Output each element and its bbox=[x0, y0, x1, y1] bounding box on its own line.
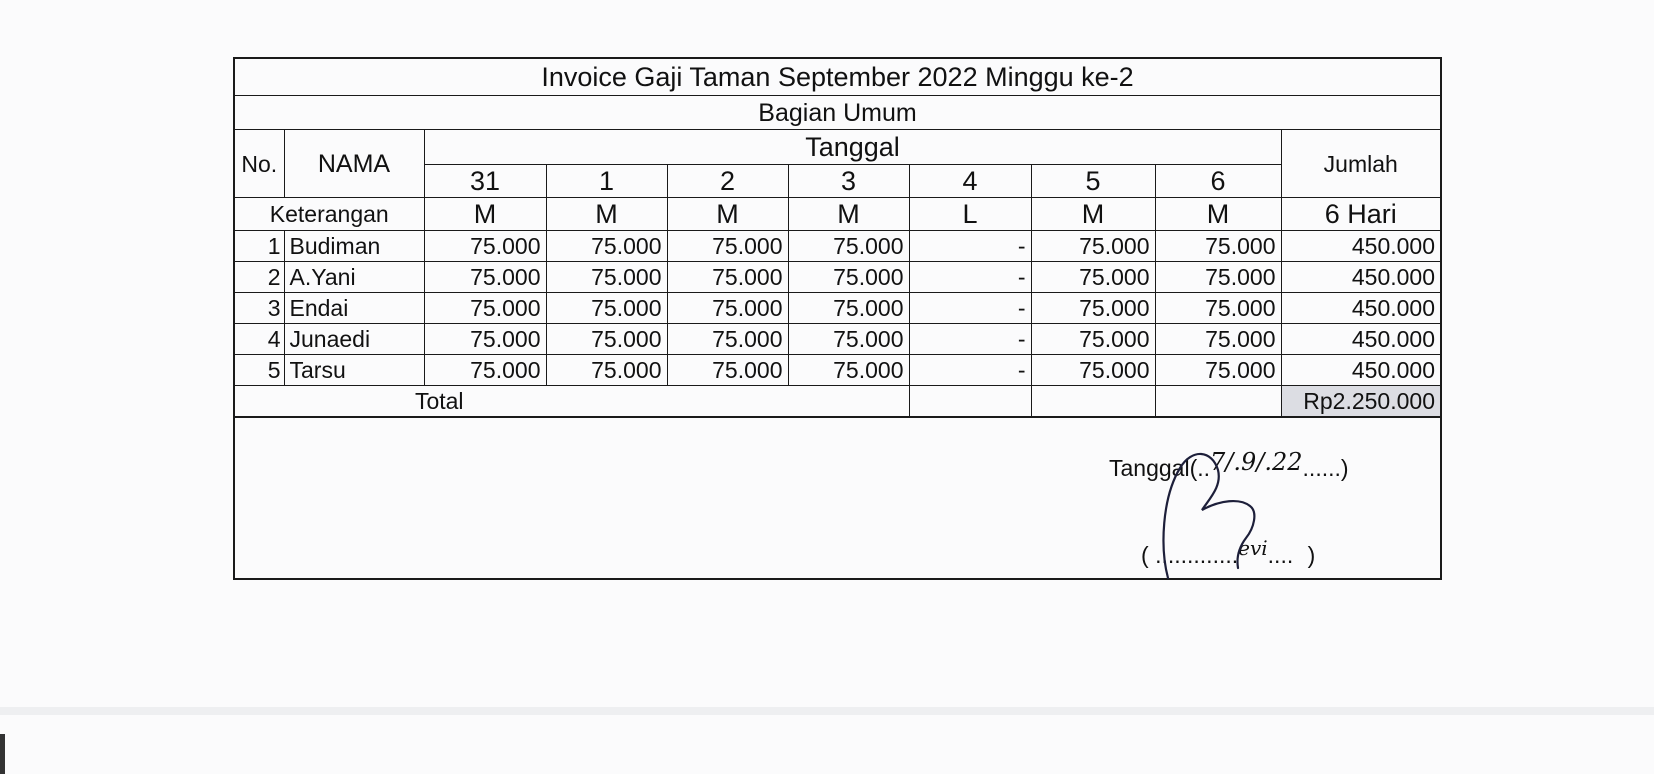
empty-cell bbox=[1155, 386, 1281, 417]
scan-streak bbox=[0, 707, 1654, 715]
amount-cell: 75.000 bbox=[1031, 355, 1155, 386]
signer-close: ) bbox=[1307, 542, 1316, 568]
date-cell: 5 bbox=[1031, 165, 1155, 198]
row-number: 2 bbox=[235, 262, 284, 293]
amount-cell: 75.000 bbox=[1155, 324, 1281, 355]
invoice-sheet bbox=[233, 57, 1442, 580]
signature-area bbox=[235, 417, 1440, 578]
row-jumlah: 450.000 bbox=[1281, 231, 1440, 262]
keterangan-label: Keterangan bbox=[235, 198, 424, 231]
amount-cell: 75.000 bbox=[667, 355, 788, 386]
header-nama: NAMA bbox=[284, 130, 424, 198]
keterangan-code: M bbox=[788, 198, 909, 231]
row-number: 5 bbox=[235, 355, 284, 386]
date-cell: 2 bbox=[667, 165, 788, 198]
amount-cell: 75.000 bbox=[424, 293, 546, 324]
keterangan-code: M bbox=[424, 198, 546, 231]
row-jumlah: 450.000 bbox=[1281, 262, 1440, 293]
date-cell: 1 bbox=[546, 165, 667, 198]
amount-cell: 75.000 bbox=[667, 293, 788, 324]
row-number: 3 bbox=[235, 293, 284, 324]
handwritten-date: 7/.9/.22 bbox=[1210, 448, 1303, 476]
amount-cell: 75.000 bbox=[788, 324, 909, 355]
total-label bbox=[235, 386, 909, 417]
date-cell: 3 bbox=[788, 165, 909, 198]
employee-name: Junaedi bbox=[284, 324, 424, 355]
amount-cell: 75.000 bbox=[1155, 262, 1281, 293]
amount-cell: 75.000 bbox=[788, 231, 909, 262]
amount-cell: 75.000 bbox=[546, 231, 667, 262]
total-days: 6 Hari bbox=[1281, 198, 1440, 231]
keterangan-code: M bbox=[1031, 198, 1155, 231]
amount-cell: 75.000 bbox=[424, 355, 546, 386]
document-subtitle: Bagian Umum bbox=[235, 96, 1440, 130]
keterangan-row bbox=[235, 198, 1440, 231]
row-jumlah: 450.000 bbox=[1281, 355, 1440, 386]
amount-cell: 75.000 bbox=[424, 231, 546, 262]
grand-total: Rp2.250.000 bbox=[1281, 386, 1440, 417]
signer-dots-left: ............. bbox=[1155, 542, 1239, 568]
row-number: 1 bbox=[235, 231, 284, 262]
row-jumlah: 450.000 bbox=[1281, 324, 1440, 355]
table-row bbox=[235, 293, 1440, 324]
signer-name: evi bbox=[1238, 536, 1268, 560]
amount-cell: - bbox=[909, 355, 1031, 386]
keterangan-code: M bbox=[546, 198, 667, 231]
amount-cell: 75.000 bbox=[546, 355, 667, 386]
document-title: Invoice Gaji Taman September 2022 Minggu ke-2 bbox=[235, 59, 1440, 96]
table-row bbox=[235, 231, 1440, 262]
employee-name: Budiman bbox=[284, 231, 424, 262]
amount-cell: 75.000 bbox=[788, 355, 909, 386]
row-number: 4 bbox=[235, 324, 284, 355]
amount-cell: 75.000 bbox=[546, 293, 667, 324]
employee-name: Tarsu bbox=[284, 355, 424, 386]
keterangan-code: L bbox=[909, 198, 1031, 231]
amount-cell: 75.000 bbox=[667, 231, 788, 262]
amount-cell: - bbox=[909, 231, 1031, 262]
amount-cell: 75.000 bbox=[1155, 231, 1281, 262]
amount-cell: 75.000 bbox=[424, 262, 546, 293]
amount-cell: 75.000 bbox=[1031, 262, 1155, 293]
amount-cell: 75.000 bbox=[788, 293, 909, 324]
table-row bbox=[235, 262, 1440, 293]
date-open: (.. bbox=[1189, 455, 1211, 481]
row-jumlah: 450.000 bbox=[1281, 293, 1440, 324]
date-label: Tanggal bbox=[1109, 455, 1190, 481]
amount-cell: - bbox=[909, 324, 1031, 355]
amount-cell: 75.000 bbox=[1031, 324, 1155, 355]
amount-cell: 75.000 bbox=[667, 262, 788, 293]
amount-cell: 75.000 bbox=[1155, 293, 1281, 324]
amount-cell: 75.000 bbox=[424, 324, 546, 355]
scan-edge bbox=[0, 734, 5, 774]
date-cell: 6 bbox=[1155, 165, 1281, 198]
header-tanggal: Tanggal bbox=[424, 130, 1281, 165]
amount-cell: 75.000 bbox=[788, 262, 909, 293]
employee-name: Endai bbox=[284, 293, 424, 324]
date-cell: 31 bbox=[424, 165, 546, 198]
handwritten-signature bbox=[1150, 438, 1350, 588]
table-row bbox=[235, 355, 1440, 386]
employee-name: A.Yani bbox=[284, 262, 424, 293]
amount-cell: - bbox=[909, 262, 1031, 293]
empty-cell bbox=[1031, 386, 1155, 417]
signer-dots-right: .... bbox=[1267, 542, 1294, 568]
total-label-text: Total bbox=[414, 388, 464, 414]
amount-cell: 75.000 bbox=[1031, 293, 1155, 324]
invoice-table bbox=[235, 59, 1440, 417]
amount-cell: 75.000 bbox=[546, 324, 667, 355]
header-jumlah: Jumlah bbox=[1281, 130, 1440, 198]
amount-cell: 75.000 bbox=[667, 324, 788, 355]
amount-cell: 75.000 bbox=[546, 262, 667, 293]
date-cell: 4 bbox=[909, 165, 1031, 198]
empty-cell bbox=[909, 386, 1031, 417]
amount-cell: 75.000 bbox=[1031, 231, 1155, 262]
amount-cell: 75.000 bbox=[1155, 355, 1281, 386]
keterangan-code: M bbox=[1155, 198, 1281, 231]
header-no: No. bbox=[235, 130, 284, 198]
date-close: ......) bbox=[1302, 455, 1349, 481]
table-row bbox=[235, 324, 1440, 355]
keterangan-code: M bbox=[667, 198, 788, 231]
total-row bbox=[235, 386, 1440, 417]
amount-cell: - bbox=[909, 293, 1031, 324]
signer-open: ( bbox=[1141, 542, 1149, 568]
